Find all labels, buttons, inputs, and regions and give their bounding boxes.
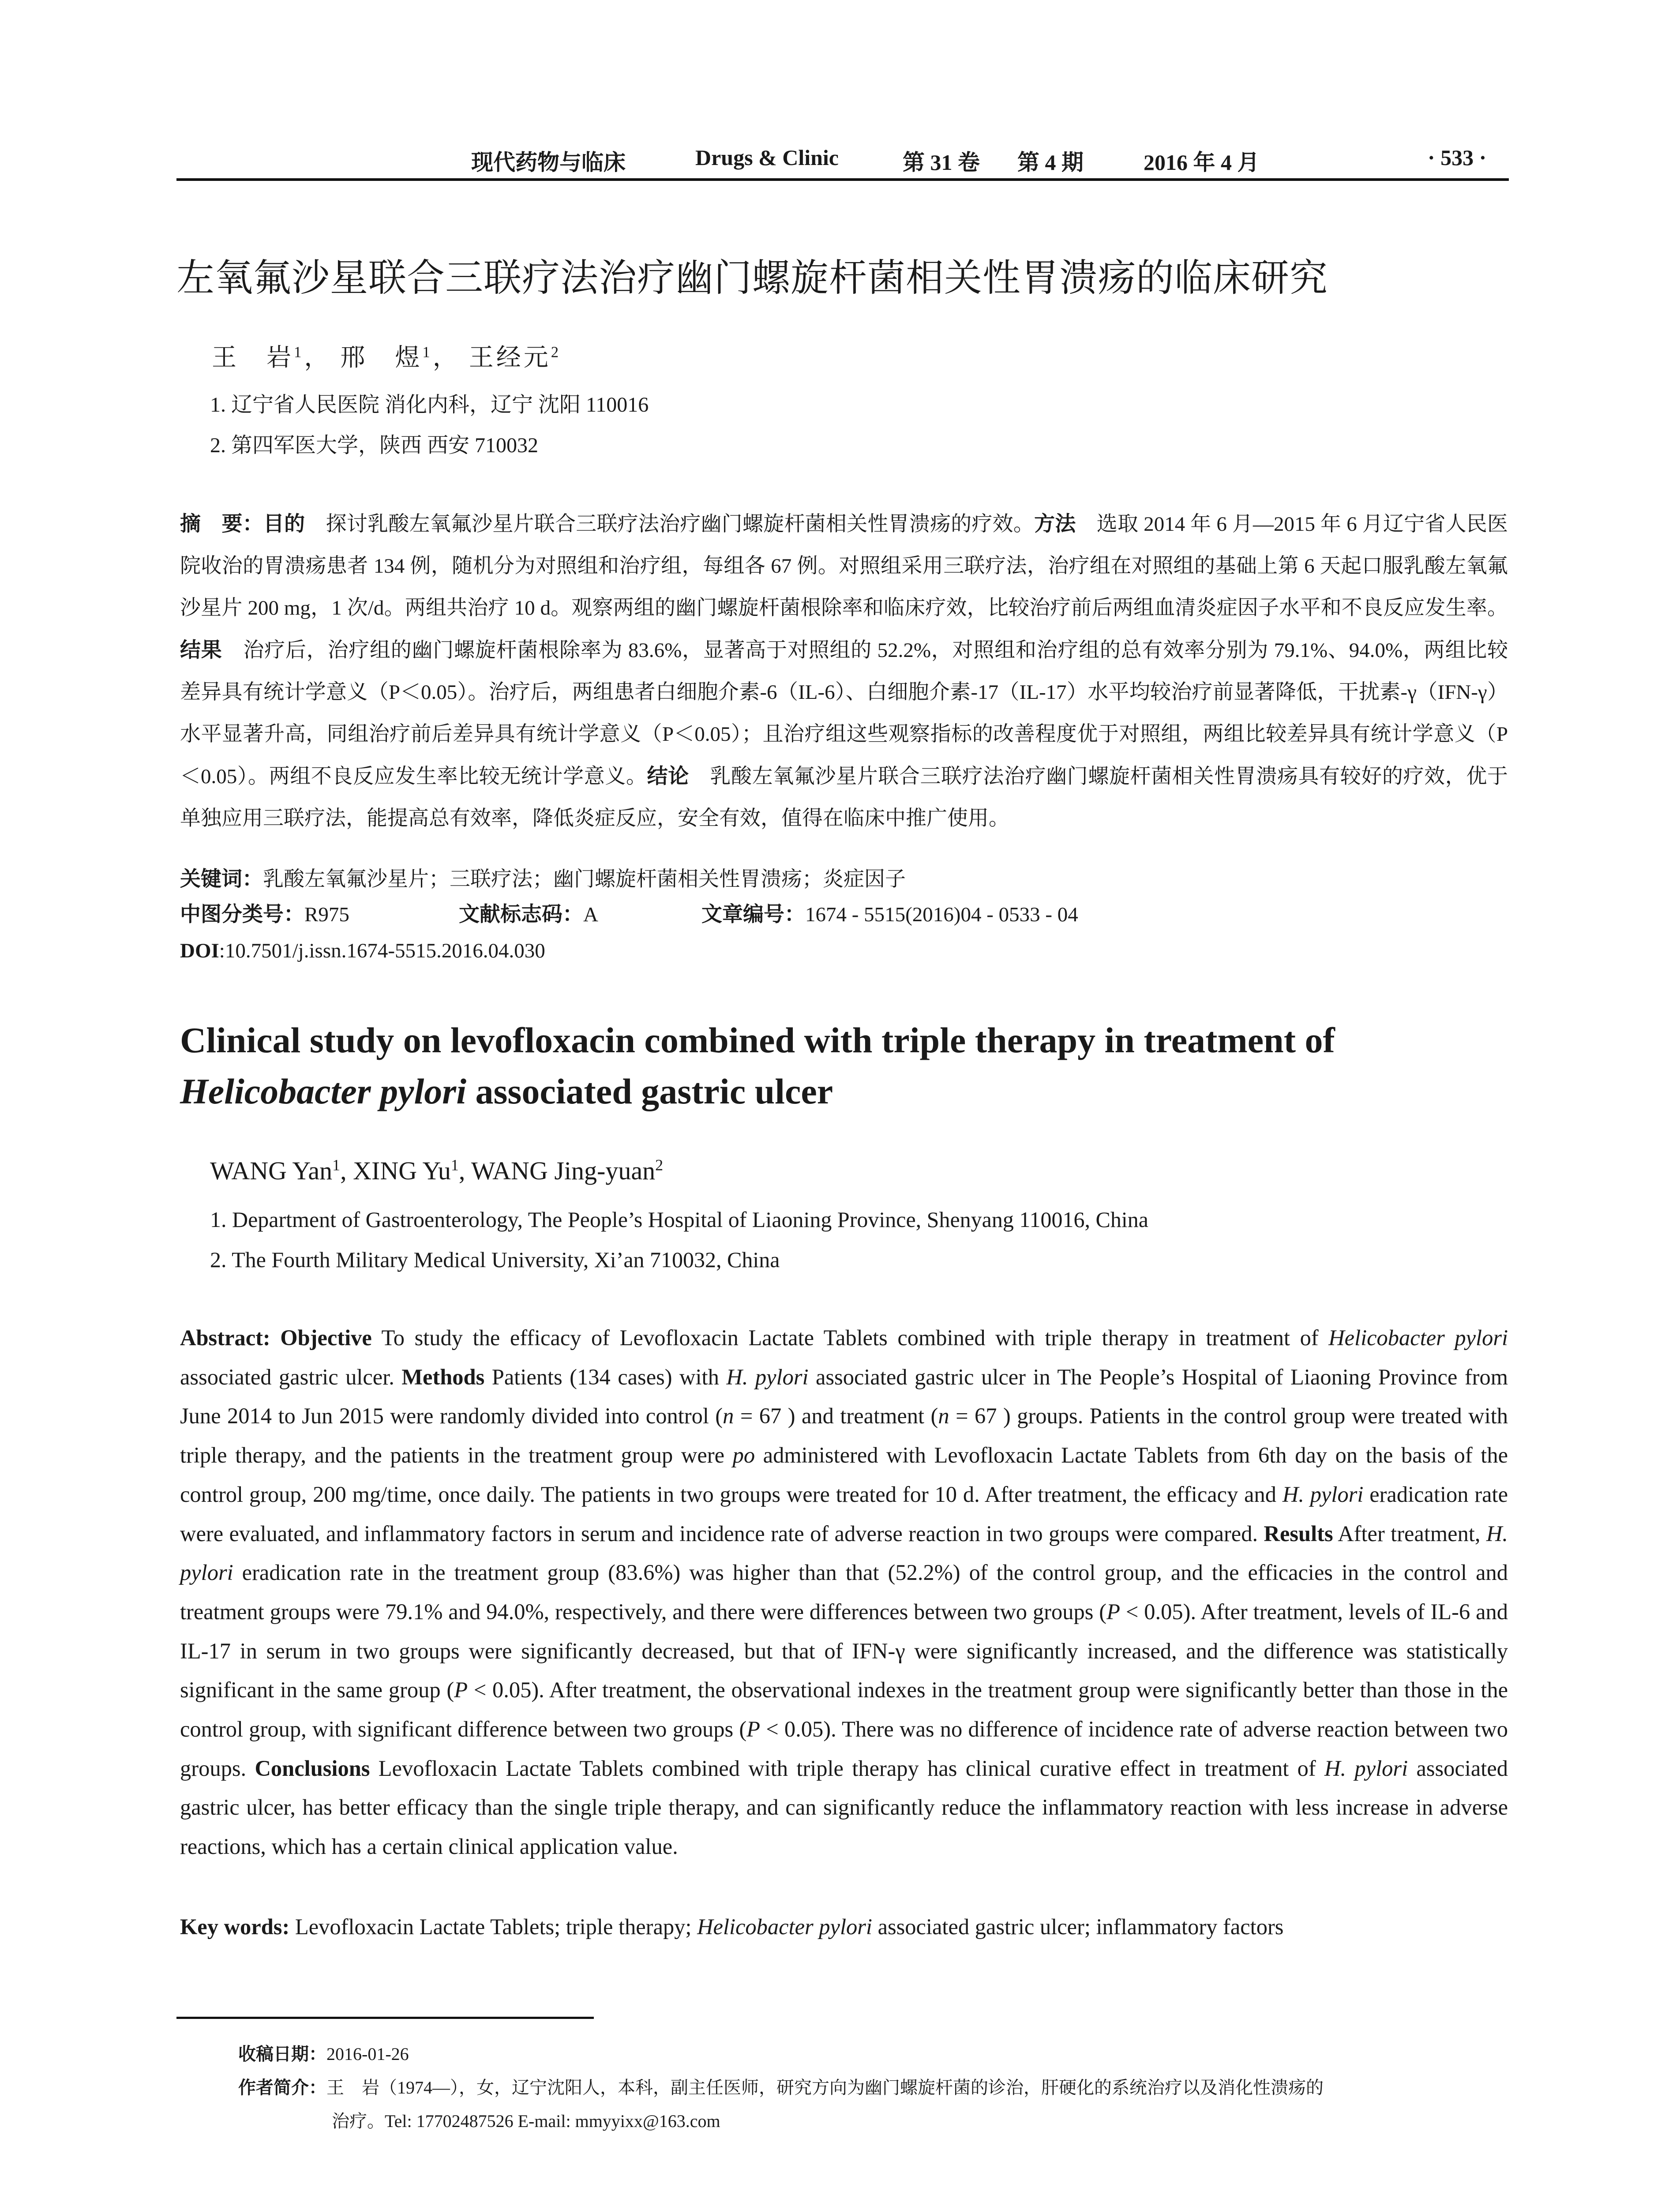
author-en-3: WANG Jing-yuan (471, 1156, 656, 1185)
issue-date: 2016 年 4 月 (1144, 150, 1260, 175)
methods-cn-text: 选取 2014 年 6 月—2015 年 6 月辽宁省人民医院收治的胃溃疡患者 134 例，随机分为对照组和治疗组，每组各 67 例。对照组采用三联疗法，治疗组在对照组的基础上第 6 天起口服乳酸左氧氟沙星片 200 mg，1 次/d。两组共治疗 10 d。观察两组的幽门螺旋杆菌根除率和临床疗效，比较治疗前后两组血清炎症因子水平和不良反应发生率。 (180, 513, 1508, 619)
conclusions-en-label: Conclusions (255, 1756, 370, 1781)
affiliation-cn-1: 1. 辽宁省人民医院 消化内科，辽宁 沈阳 110016 (210, 393, 649, 416)
keywords-cn (180, 858, 906, 900)
author-en-1: WANG Yan (210, 1156, 333, 1185)
keywords-en: Key words: Levofloxacin Lactate Tablets; triple therapy; Helicobacter pylori associated gastric ulcer; inflammatory factors (180, 1914, 1284, 1939)
objective-cn-label: 目的 (263, 512, 305, 536)
author-bio-contact: 治疗。Tel: 17702487526 E-mail: mmyyixx@163.com (332, 2111, 720, 2131)
issue: 第 4 期 (1017, 150, 1084, 175)
volume: 第 31 卷 (903, 150, 980, 175)
footnote-rule (176, 2017, 594, 2019)
title-cn: 左氧氟沙星联合三联疗法治疗幽门螺旋杆菌相关性胃溃疡的临床研究 (176, 256, 1328, 300)
author-cn-1: 王 岩 (212, 344, 294, 371)
abstract-cn-label: 摘 要： (180, 512, 263, 536)
keywords-cn-label: 关键词： (180, 867, 263, 891)
keywords-en-label: Key words: (180, 1914, 290, 1939)
page-number: · 533 · (1428, 145, 1487, 170)
results-en-label: Results (1264, 1521, 1333, 1546)
clc-number: 中图分类号：R975 (180, 902, 349, 927)
objective-cn-text: 探讨乳酸左氧氟沙星片联合三联疗法治疗幽门螺旋杆菌相关性胃溃疡的疗效。 (305, 513, 1035, 536)
author-en-2: XING Yu (353, 1156, 451, 1185)
doi: DOI:10.7501/j.issn.1674-5515.2016.04.030 (180, 939, 545, 962)
affiliation-en-1: 1. Department of Gastroenterology, The People’s Hospital of Liaoning Province, Shenyang 110016, China (210, 1207, 1148, 1232)
article-number: 文章编号：1674 - 5515(2016)04 - 0533 - 04 (701, 902, 1078, 927)
running-header (176, 140, 1509, 180)
conclusion-cn-label: 结论 (647, 764, 689, 788)
journal-name-en: Drugs & Clinic (695, 145, 839, 170)
affiliation-cn-2: 2. 第四军医大学，陕西 西安 710032 (210, 434, 539, 457)
header-rule (176, 178, 1509, 181)
abstract-en: Abstract: Objective To study the efficacy of Levofloxacin Lactate Tablets combined with triple therapy in treatment of Helicobacter pylori associated gastric ulcer. Methods Patients (134 cases) with H. pylori associated gastric ulcer in The People’s Hospital of Liaoning Province from June 2014 to Jun 2015 were randomly divided into control (n = 67 ) and treatment (n = 67 ) groups. Patients in the control group were treated with triple therapy, and the patients in the treatment group were po administered with Levofloxacin Lactate Tablets from 6th day on the basis of the control group, 200 mg/time, once daily. The patients in two groups were treated for 10 d. After treatment, the efficacy and H. pylori eradication rate were evaluated, and inflammatory factors in serum and incidence rate of adverse reaction in two groups were compared. Results After treatment, H. pylori eradication rate in the treatment group (83.6%) was higher than that (52.2%) of the control group, and the efficacies in the control and treatment groups were 79.1% and 94.0%, respectively, and there were differences between two groups (P < 0.05). After treatment, levels of IL-6 and IL-17 in serum in two groups were significantly decreased, but that of IFN-γ were significantly increased, and the difference was statistically significant in the same group (P < 0.05). After treatment, the observational indexes in the treatment group were significantly better than those in the control group, with significant difference between two groups (P < 0.05). There was no difference of incidence rate of adverse reaction between two groups. Conclusions Levofloxacin Lactate Tablets combined with triple therapy has clinical curative effect in treatment of H. pylori associated gastric ulcer, has better efficacy than the single triple therapy, and can significantly reduce the inflammatory reaction with less increase in adverse reactions, which has a certain clinical application value. (180, 1325, 1508, 1859)
received-date: 收稿日期：2016-01-26 (238, 2044, 409, 2064)
authors-en: WANG Yan$^1$, XING Yu$^1$, WANG Jing-yuan$^2$ (210, 1156, 664, 1185)
document-code: 文献标志码：A (459, 902, 598, 927)
author-cn-2: 邢 煜 (340, 344, 423, 371)
results-cn-text: 治疗后，治疗组的幽门螺旋杆菌根除率为 83.6%，显著高于对照组的 52.2%，对照组和治疗组的总有效率分别为 79.1%、94.0%，两组比较差异具有统计学意义（P＜0.05）。治疗后，两组患者白细胞介素-6（IL-6）、白细胞介素-17（IL-17）水平均较治疗前显著降低，干扰素-γ（IFN-γ）水平显著升高，同组治疗前后差异具有统计学意义（P＜0.05）；且治疗组这些观察指标的改善程度优于对照组，两组比较差异具有统计学意义（P＜0.05）。两组不良反应发生率比较无统计学意义。 (180, 639, 1508, 788)
title-en-line2: Helicobacter pylori associated gastric ulcer (180, 1071, 833, 1111)
keywords-cn-text: 乳酸左氧氟沙星片；三联疗法；幽门螺旋杆菌相关性胃溃疡；炎症因子 (263, 868, 906, 891)
abstract-cn (180, 503, 1508, 840)
results-cn-label: 结果 (180, 638, 222, 662)
methods-en-label: Methods (401, 1364, 485, 1389)
title-en (180, 1015, 1335, 1117)
methods-cn-label: 方法 (1034, 512, 1076, 536)
abstract-en-label: Abstract: Objective (180, 1325, 372, 1350)
affiliation-en-2: 2. The Fourth Military Medical University, Xi’an 710032, China (210, 1247, 780, 1272)
title-en-line1: Clinical study on levofloxacin combined with triple therapy in treatment of (180, 1020, 1335, 1060)
authors-cn: 王 岩$^1$， 邢 煜$^1$， 王经元$^2$ (212, 343, 562, 371)
author-cn-3: 王经元 (469, 344, 551, 371)
conclusion-cn-text: 乳酸左氧氟沙星片联合三联疗法治疗幽门螺旋杆菌相关性胃溃疡具有较好的疗效，优于单独应用三联疗法，能提高总有效率，降低炎症反应，安全有效，值得在临床中推广使用。 (180, 765, 1508, 830)
journal-name-cn: 现代药物与临床 (471, 150, 626, 175)
author-bio: 作者简介：王 岩（1974—），女，辽宁沈阳人，本科，副主任医师，研究方向为幽门螺旋杆菌的诊治，肝硬化的系统治疗以及消化性溃疡的 (238, 2078, 1324, 2098)
